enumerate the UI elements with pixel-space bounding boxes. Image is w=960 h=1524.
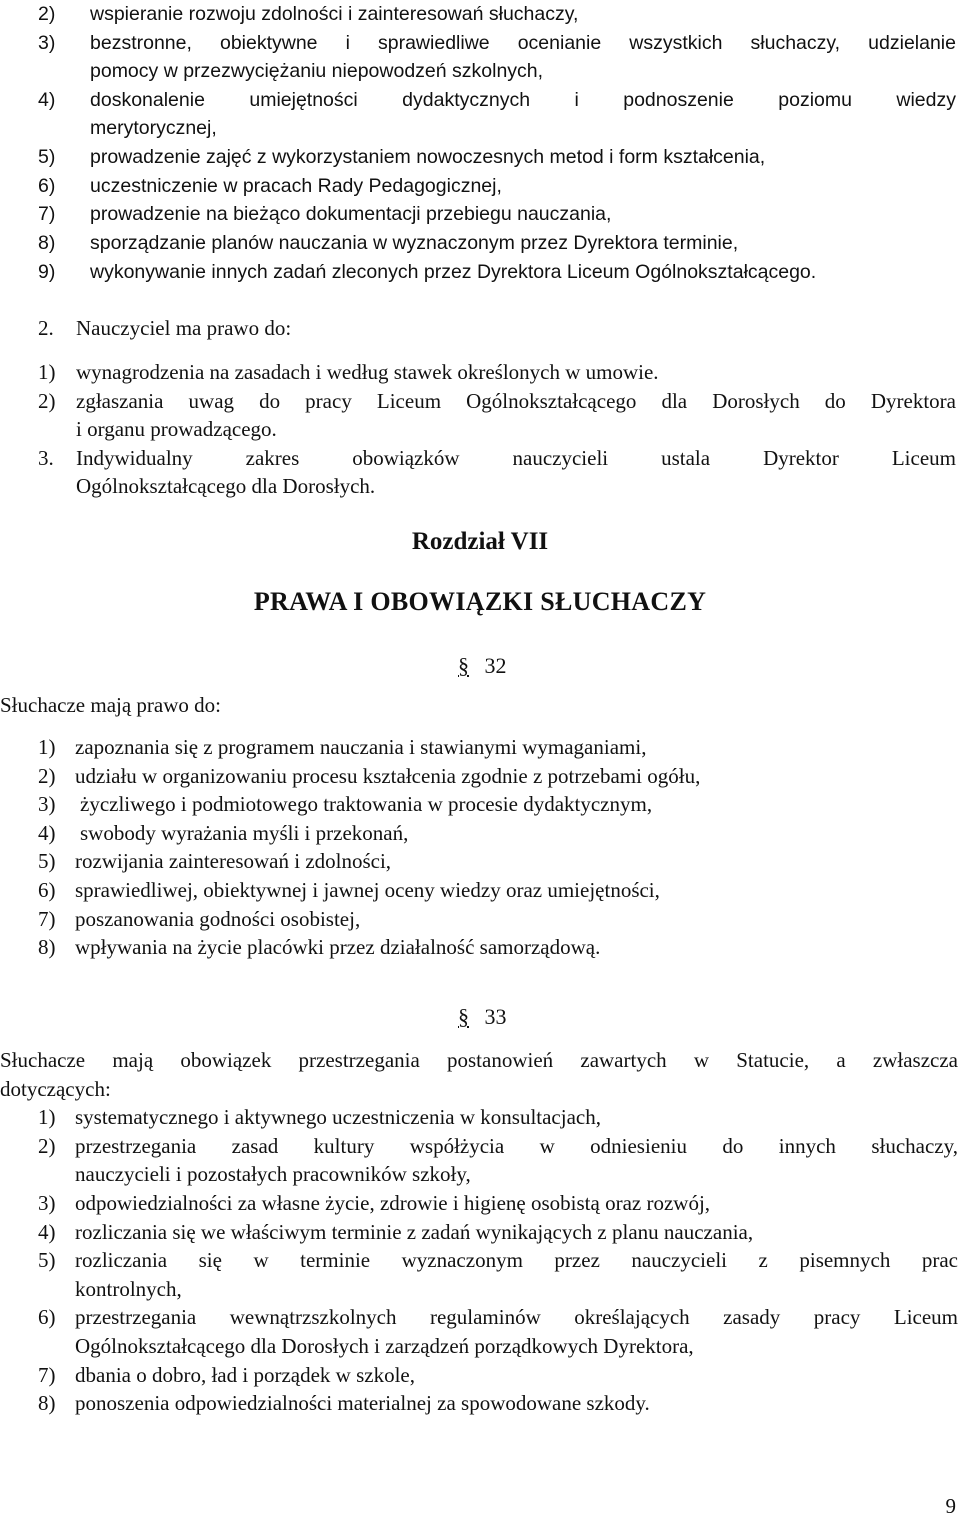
list-number: 7) [38, 907, 56, 931]
list-item-text: sprawiedliwej, obiektywnej i jawnej oceny wiedzy oraz umiejętności, [75, 878, 660, 902]
point-number: 2. [38, 316, 54, 340]
section-intro: dotyczących: [0, 1077, 111, 1101]
list-item-text: systematycznego i aktywnego uczestniczenia w konsultacjach, [75, 1105, 601, 1129]
list-number: 6) [38, 175, 56, 197]
list-number: 4) [38, 821, 56, 845]
chapter-heading: Rozdział VII [411, 528, 549, 555]
list-number: 2) [38, 3, 56, 25]
list-number: 8) [38, 1391, 56, 1415]
list-item-text: zapoznania się z programem nauczania i stawianymi wymaganiami, [75, 735, 647, 759]
list-item-text: i organu prowadzącego. [76, 417, 277, 441]
list-item-text: dbania o dobro, ład i porządek w szkole, [75, 1363, 415, 1387]
chapter-title: PRAWA I OBOWIĄZKI SŁUCHACZY [253, 587, 707, 616]
list-item-text: życzliwego i podmiotowego traktowania w procesie dydaktycznym, [80, 792, 653, 816]
list-number: 4) [38, 89, 56, 111]
list-item-text: wynagrodzenia na zasadach i według stawek określonych w umowie. [76, 360, 659, 384]
list-number: 5) [38, 849, 56, 873]
list-number: 2) [38, 1134, 56, 1158]
section-marker [458, 652, 507, 681]
point-number: 3. [38, 446, 54, 470]
list-number: 7) [38, 203, 56, 225]
list-item-text: swobody wyrażania myśli i przekonań, [80, 821, 409, 845]
list-item-text: doskonalenie umiejętności dydaktycznych i podnoszenie poziomu wiedzy [90, 89, 956, 111]
list-item-text: rozliczania się we właściwym terminie z zadań wynikających z planu nauczania, [75, 1220, 754, 1244]
section-number: 32 [484, 653, 507, 678]
point-text: Indywidualny zakres obowiązków nauczycieli ustala Dyrektor Liceum [76, 446, 956, 470]
section-symbol: § [458, 653, 469, 678]
list-item-text: kontrolnych, [75, 1277, 182, 1301]
list-item-text: pomocy w przezwyciężaniu niepowodzeń szkolnych, [90, 60, 544, 82]
list-item-text: merytorycznej, [90, 117, 217, 139]
list-number: 5) [38, 1248, 56, 1272]
section-intro: Słuchacze mają obowiązek przestrzegania postanowień zawartych w Statucie, a zwłaszcza [0, 1048, 958, 1072]
list-item-text: ponoszenia odpowiedzialności materialnej za spowodowane szkody. [75, 1391, 650, 1415]
list-item-text: wspieranie rozwoju zdolności i zainteresowań słuchaczy, [90, 3, 579, 25]
list-number: 9) [38, 261, 56, 283]
list-number: 3) [38, 792, 56, 816]
list-item-text: wpływania na życie placówki przez działalność samorządową. [75, 935, 601, 959]
list-item-text: prowadzenie zajęć z wykorzystaniem nowoczesnych metod i form kształcenia, [90, 146, 766, 168]
list-number: 2) [38, 764, 56, 788]
list-number: 1) [38, 1105, 56, 1129]
list-item-text: poszanowania godności osobistej, [75, 907, 361, 931]
section-symbol: § [458, 1004, 469, 1029]
list-number: 2) [38, 389, 56, 413]
list-item-text: bezstronne, obiektywne i sprawiedliwe ocenianie wszystkich słuchaczy, udzielanie [90, 32, 956, 54]
list-item-text: odpowiedzialności za własne życie, zdrowie i higienę osobistą oraz rozwój, [75, 1191, 711, 1215]
section-intro: Słuchacze mają prawo do: [0, 693, 221, 717]
list-item-text: rozliczania się w terminie wyznaczonym przez nauczycieli z pisemnych prac [75, 1248, 958, 1272]
list-number: 6) [38, 1305, 56, 1329]
page-number: 9 [945, 1494, 956, 1518]
list-item-text: sporządzanie planów nauczania w wyznaczonym przez Dyrektora terminie, [90, 232, 739, 254]
list-item-text: wykonywanie innych zadań zleconych przez Dyrektora Liceum Ogólnokształcącego. [90, 261, 817, 283]
list-number: 3) [38, 1191, 56, 1215]
list-item-text: rozwijania zainteresowań i zdolności, [75, 849, 392, 873]
list-number: 8) [38, 935, 56, 959]
list-item-text: udziału w organizowaniu procesu kształcenia zgodnie z potrzebami ogółu, [75, 764, 701, 788]
list-number: 8) [38, 232, 56, 254]
list-number: 5) [38, 146, 56, 168]
list-number: 7) [38, 1363, 56, 1387]
section-number: 33 [484, 1004, 507, 1029]
list-item-text: zgłaszania uwag do pracy Liceum Ogólnokształcącego dla Dorosłych do Dyrektora [76, 389, 956, 413]
list-number: 4) [38, 1220, 56, 1244]
list-number: 6) [38, 878, 56, 902]
section-marker [458, 1003, 507, 1032]
list-item-text: prowadzenie na bieżąco dokumentacji przebiegu nauczania, [90, 203, 612, 225]
list-item-text: przestrzegania wewnątrzszkolnych regulaminów określających zasady pracy Liceum [75, 1305, 958, 1329]
point-text: Nauczyciel ma prawo do: [76, 316, 292, 340]
list-number: 1) [38, 735, 56, 759]
list-number: 3) [38, 32, 56, 54]
list-item-text: przestrzegania zasad kultury współżycia w odniesieniu do innych słuchaczy, [75, 1134, 958, 1158]
point-text: Ogólnokształcącego dla Dorosłych. [76, 474, 376, 498]
list-item-text: Ogólnokształcącego dla Dorosłych i zarządzeń porządkowych Dyrektora, [75, 1334, 694, 1358]
list-number: 1) [38, 360, 56, 384]
list-item-text: uczestniczenie w pracach Rady Pedagogicznej, [90, 175, 502, 197]
list-item-text: nauczycieli i pozostałych pracowników szkoły, [75, 1162, 471, 1186]
